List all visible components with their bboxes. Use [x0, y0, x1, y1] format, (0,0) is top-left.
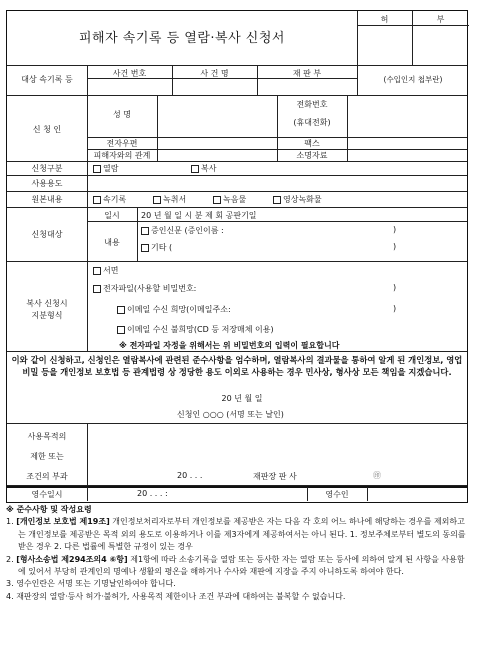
- restriction-label-1: 사용목적의: [27, 432, 67, 441]
- note-item-4: 4. 재판장의 열람·등사 허가·불허가, 사용목적 제한이나 조건 부과에 대하여는 불복할 수 없습니다.: [6, 591, 346, 601]
- copy-email-receive[interactable]: [117, 304, 231, 315]
- witness-close: ): [393, 225, 397, 234]
- witness-label: 증인신문 (증인이름 :: [151, 226, 224, 235]
- form-title: 피해자 속기록 등 열람·복사 신청서: [79, 31, 285, 46]
- video-option-label: 영상녹화물: [283, 195, 322, 204]
- restriction-date: 20 . . .: [177, 471, 203, 480]
- fax-input[interactable]: [349, 138, 465, 148]
- media-label: 이메일 수신 불희망(CD 등 저장매체 이용): [127, 325, 274, 334]
- original-option-video[interactable]: [273, 194, 322, 205]
- mobile-label: (휴대전화): [293, 118, 331, 127]
- application-form: [6, 10, 468, 488]
- name-label: 성 명: [113, 110, 131, 119]
- court-input[interactable]: [259, 80, 356, 93]
- scope-date-label: 일시: [104, 211, 120, 220]
- evidence-label: 소명자료: [296, 151, 328, 160]
- note-item-2: 2. [형사소송법 제294조의4 ⑥항] 제1항에 따라 소송기록을 열람 또는 등사한 자는 열람 또는 등사에 의하여 알게 된 사항을 사용함에 있어서 부당히 관계인의 명예나 생활의 평온을 해하거나 수사와 재판에 지장을 주지 아니하도록 하여야 한다.: [6, 554, 465, 577]
- media-checkbox[interactable]: [117, 326, 125, 334]
- receipt-date-value: 20 . . . :: [137, 489, 168, 498]
- email-receive-label: 이메일 수신 희망(이메일주소:: [127, 305, 231, 314]
- scope-label: 신청대상: [31, 230, 63, 239]
- declaration-signature: 신청인 ○○○ (서명 또는 날인): [177, 410, 284, 419]
- relation-input[interactable]: [159, 150, 275, 160]
- relation-label: 피해자와의 관계: [93, 151, 151, 160]
- restriction-label-3: 조건의 부과: [26, 472, 68, 481]
- file-close: ): [393, 283, 397, 292]
- case-number-label: 사건 번호: [112, 69, 147, 78]
- view-option-label: 열람: [103, 164, 119, 173]
- recording-text-option-label: 녹취서: [163, 195, 187, 204]
- phone-label: 전화번호: [296, 100, 328, 109]
- evidence-input[interactable]: [349, 150, 465, 160]
- email-input[interactable]: [159, 138, 275, 148]
- scope-content-label: 내용: [104, 238, 120, 247]
- restriction-label-2: 제한 또는: [30, 452, 64, 461]
- written-label: 서면: [103, 266, 119, 275]
- notes-heading: ※ 준수사항 및 작성요령: [6, 505, 92, 514]
- copy-written[interactable]: [93, 265, 118, 276]
- apply-type-view[interactable]: [93, 163, 118, 174]
- copy-checkbox[interactable]: [191, 165, 199, 173]
- file-label: 전자파일(사용할 비밀번호:: [103, 284, 197, 293]
- case-name-input[interactable]: [174, 80, 256, 93]
- court-label: 재 판 부: [292, 69, 322, 78]
- scope-other[interactable]: [141, 242, 172, 253]
- apply-type-copy[interactable]: [191, 163, 216, 174]
- original-label: 원본내용: [31, 195, 63, 204]
- email-close: ): [393, 304, 397, 313]
- other-label: 기타 (: [151, 243, 173, 252]
- usage-label: 사용용도: [31, 179, 63, 188]
- declaration-date: 20 년 월 일: [221, 394, 263, 403]
- transcript-checkbox[interactable]: [93, 196, 101, 204]
- copy-method-label-1: 복사 신청시: [26, 299, 68, 308]
- fax-label: 팩스: [304, 139, 320, 148]
- note-item-1: 1. [개인정보 보호법 제19조] 개인정보처리자로부터 개인정보를 제공받은 자는 다음 각 호의 어느 하나에 해당하는 경우를 제외하고는 개인정보를 제공받은 목적 외의 용도로 이용하거나 이를 제3자에게 제공하여서는 아니 된다. 1. 정보주체로부터 별도의 동의를 받은 경우 2. 다른 법률에 특별한 규정이 있는 경우: [6, 517, 466, 552]
- notes-section: [6, 504, 468, 603]
- original-option-recording-text[interactable]: [153, 194, 186, 205]
- view-checkbox[interactable]: [93, 165, 101, 173]
- email-label: 전자우편: [106, 139, 138, 148]
- password-note: ※ 전자파일 자정을 위해서는 위 비밀번호의 입력이 필요합니다: [119, 341, 340, 350]
- copy-media[interactable]: [117, 324, 274, 335]
- apply-type-label: 신청구분: [31, 164, 63, 173]
- original-option-transcript[interactable]: [93, 194, 126, 205]
- video-checkbox[interactable]: [273, 196, 281, 204]
- audio-option-label: 녹음물: [223, 195, 247, 204]
- approval-permit-label: 허: [380, 15, 389, 24]
- usage-input[interactable]: [89, 177, 465, 190]
- other-checkbox[interactable]: [141, 244, 149, 252]
- copy-method-label-2: 지분형식: [31, 311, 63, 320]
- email-receive-checkbox[interactable]: [117, 306, 125, 314]
- restriction-judge: 재판장 판 사: [253, 472, 297, 481]
- original-option-audio[interactable]: [213, 194, 246, 205]
- copy-option-label: 복사: [201, 164, 217, 173]
- note-item-3: 3. 영수인란은 서명 또는 기명날인하여야 합니다.: [6, 579, 176, 589]
- stamp-note: (수입인지 첩부란): [383, 75, 443, 84]
- declaration-text: 이와 같이 신청하고, 신청인은 열람복사에 관련된 준수사항을 엄수하며, 열람복사의 결과물을 통하여 알게 된 개인정보, 영업비밀 등을 개인정보 보호법 등 관계법령 상 정당한 용도 이외로 사용하는 경우 민사상, 형사상 모든 책임을 지겠습니다.: [11, 355, 463, 377]
- applicant-label: 신 청 인: [32, 125, 62, 134]
- file-checkbox[interactable]: [93, 285, 101, 293]
- witness-checkbox[interactable]: [141, 227, 149, 235]
- restriction-input[interactable]: [89, 425, 465, 467]
- receiver-label: 영수인: [325, 490, 349, 499]
- phone-input[interactable]: [349, 98, 465, 135]
- name-input[interactable]: [159, 98, 275, 135]
- receiver-input[interactable]: [369, 488, 465, 500]
- receipt-row: [6, 486, 468, 503]
- transcript-option-label: 속기록: [103, 195, 127, 204]
- case-number-input[interactable]: [89, 80, 171, 93]
- seal-icon: ㊞: [373, 471, 381, 480]
- written-checkbox[interactable]: [93, 267, 101, 275]
- scope-witness[interactable]: [141, 225, 224, 236]
- copy-file[interactable]: [93, 283, 196, 294]
- receipt-date-label: 영수일시: [31, 490, 63, 499]
- other-close: ): [393, 242, 397, 251]
- target-label: 대상 속기록 등: [21, 75, 73, 84]
- case-name-label: 사 건 명: [200, 69, 229, 78]
- approval-deny-label: 부: [436, 15, 445, 24]
- scope-date-text: 20 년 월 일 시 분 제 회 공판기일: [141, 211, 257, 220]
- audio-checkbox[interactable]: [213, 196, 221, 204]
- recording-text-checkbox[interactable]: [153, 196, 161, 204]
